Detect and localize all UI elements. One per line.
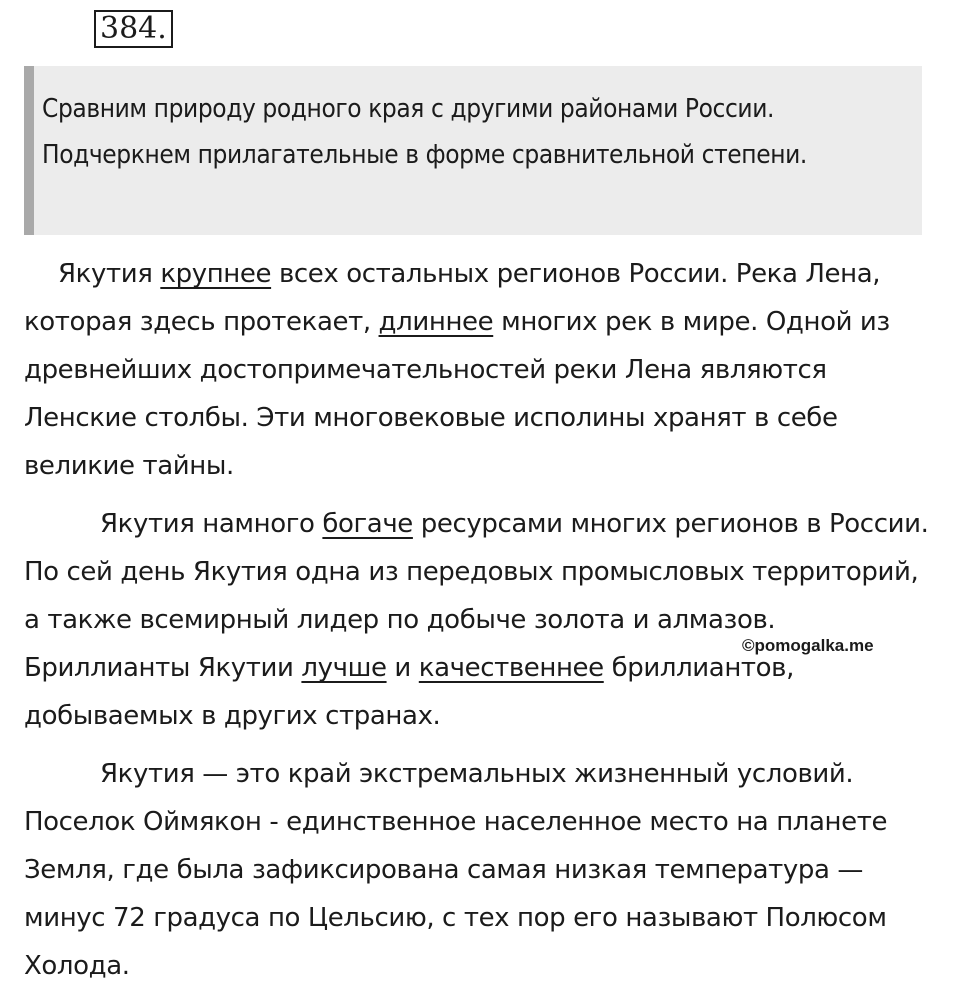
underlined-adjective: крупнее [160,259,272,289]
task-statement: Сравним природу родного края с другими районами России. Подчеркнем прилагательные в форме сравнительной степени. [42,94,807,170]
text-segment: и [386,653,419,683]
underlined-adjective: качественнее [418,653,604,683]
watermark: ©pomogalka.me [742,636,874,655]
answer-paragraph-2 [24,500,930,740]
text-segment: Якутия [58,259,161,289]
underlined-adjective: лучше [301,653,387,683]
text-segment: многих рек в мире. Одной из древнейших достопримечательностей реки Лена являются Ленские столбы. Эти многовековые исполины хранят в себе великие тайны. [24,307,890,481]
underlined-adjective: богаче [322,509,413,539]
text-segment: Якутия намного [100,509,323,539]
text-segment: ресурсами многих регионов в России. По сей день Якутия одна из передовых промысловых территорий, а также всемирный лидер по добыче золота и алмазов. Бриллианты Якутии [24,509,929,683]
answer-paragraph-1 [24,250,930,490]
text-segment: бриллиантов, добываемых в других странах. [24,653,794,731]
text-segment: всех остальных регионов России. Река Лена, которая здесь протекает, [24,259,881,337]
task-number: 384. [94,10,173,48]
task-statement-box [24,66,922,235]
underlined-adjective: длиннее [378,307,494,337]
answer-paragraph-3: Якутия — это край экстремальных жизненный условий. Поселок Оймякон - единственное населенное место на планете Земля, где была зафиксирована самая низкая температура — минус 72 градуса по Цельсию, с тех пор его называют Полюсом Холода. [24,759,888,981]
